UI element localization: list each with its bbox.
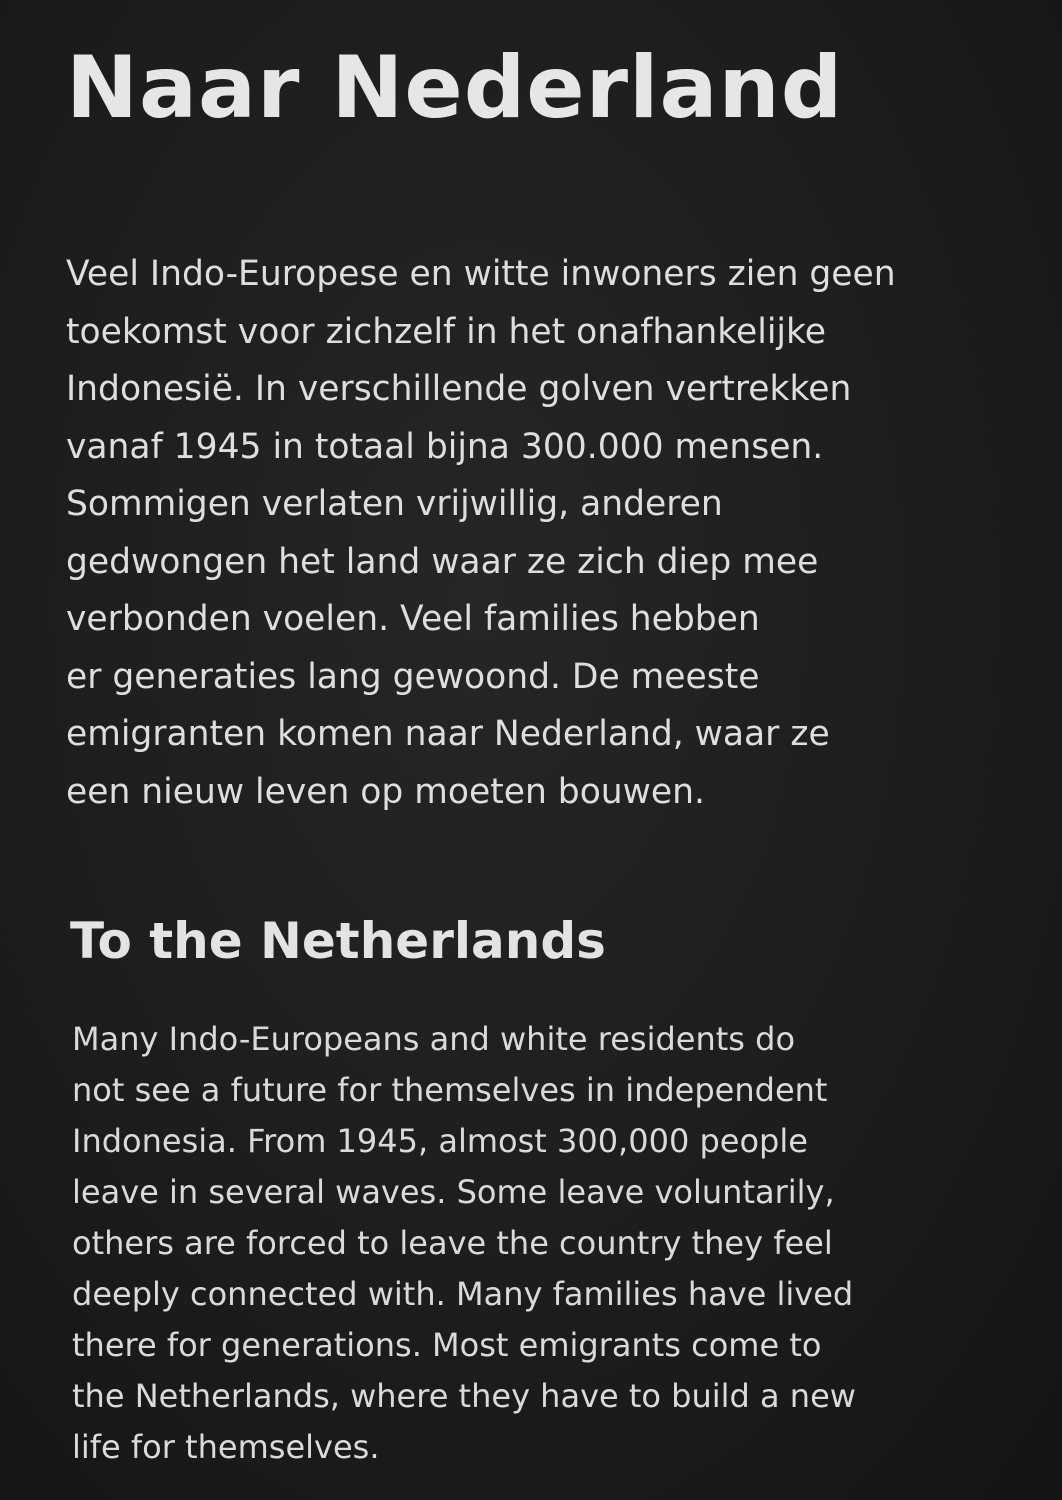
english-line: Many Indo-Europeans and white residents do: [72, 1020, 796, 1058]
english-line: Indonesia. From 1945, almost 300,000 people: [72, 1122, 808, 1160]
english-line: others are forced to leave the country they feel: [72, 1224, 833, 1262]
english-line: life for themselves.: [72, 1428, 380, 1466]
english-title: To the Netherlands: [70, 912, 606, 970]
dutch-paragraph: [66, 246, 1026, 821]
dutch-line: emigranten komen naar Nederland, waar ze: [66, 714, 830, 754]
dutch-line: Veel Indo-Europese en witte inwoners zien geen: [66, 254, 896, 294]
dutch-title: Naar Nederland: [66, 38, 844, 138]
english-line: leave in several waves. Some leave voluntarily,: [72, 1173, 835, 1211]
dutch-line: toekomst voor zichzelf in het onafhankelijke: [66, 311, 826, 352]
dutch-line: verbonden voelen. Veel families hebben: [66, 599, 760, 639]
dutch-line: Indonesië. In verschillende golven vertrekken: [66, 369, 852, 409]
dutch-line: gedwongen het land waar ze zich diep mee: [66, 541, 819, 582]
dutch-line: vanaf 1945 in totaal bijna 300.000 mensen.: [66, 426, 824, 467]
english-paragraph: [72, 1014, 1032, 1473]
dutch-line: er generaties lang gewoond. De meeste: [66, 656, 760, 697]
dutch-line: Sommigen verlaten vrijwillig, anderen: [66, 484, 723, 524]
english-line: there for generations. Most emigrants come to: [72, 1326, 822, 1364]
dutch-line: een nieuw leven op moeten bouwen.: [66, 771, 705, 812]
english-line: not see a future for themselves in independent: [72, 1071, 828, 1109]
english-line: the Netherlands, where they have to build a new: [72, 1377, 856, 1415]
english-line: deeply connected with. Many families have lived: [72, 1275, 854, 1313]
